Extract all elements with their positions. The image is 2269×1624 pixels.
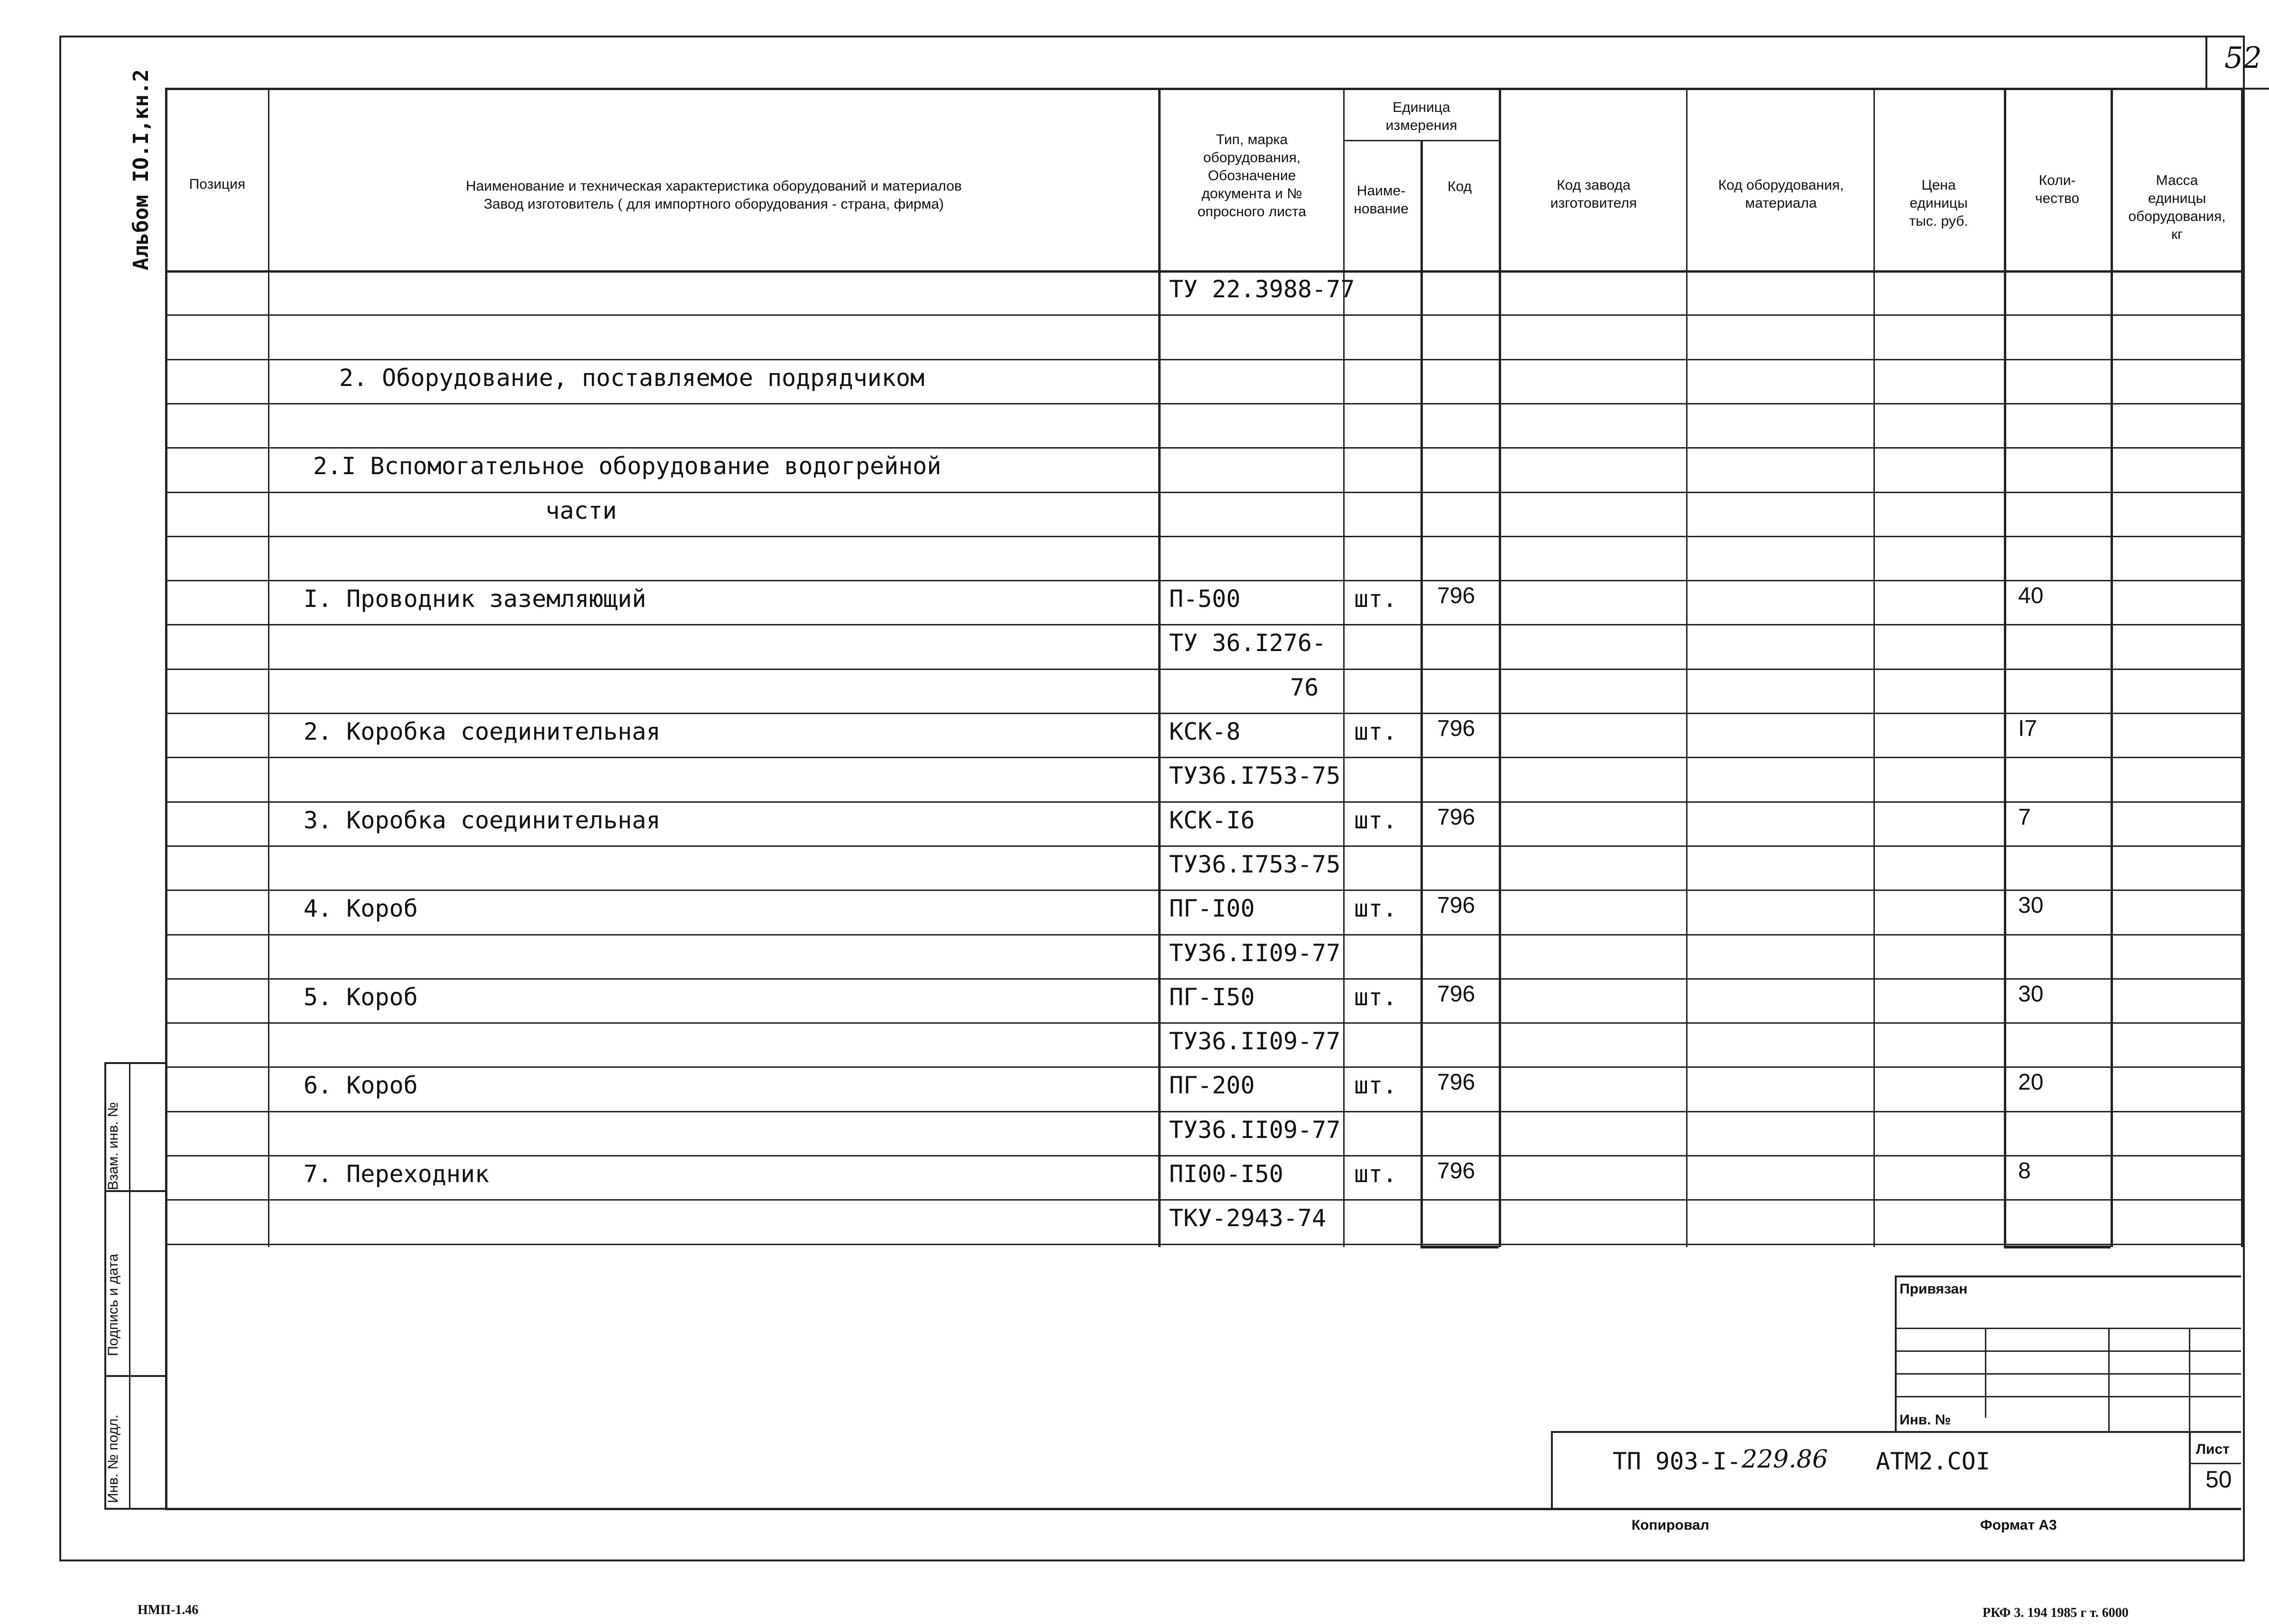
row-unit-name: шт.	[1354, 806, 1397, 834]
row-unit-name: шт.	[1354, 983, 1397, 1011]
column-divider	[1158, 88, 1161, 1247]
column-divider	[1420, 140, 1423, 1247]
row-unit-code: 796	[1437, 1158, 1476, 1184]
column-divider	[165, 88, 167, 1247]
row-divider	[165, 978, 2241, 980]
nmp-label: НМП-1.46	[138, 1603, 199, 1617]
column-divider	[1686, 88, 1688, 1247]
row-name: 7. Переходник	[304, 1160, 489, 1188]
row-type-mark: ТКУ-2943-74	[1169, 1204, 1327, 1232]
list-box-border	[2189, 1431, 2191, 1508]
row-name: части	[545, 496, 617, 524]
row-divider	[165, 492, 2241, 493]
row-quantity: 7	[2018, 804, 2031, 830]
row-type-mark: ТУ36.II09-77	[1169, 939, 1341, 967]
header-name: Наименование и техническая характеристика оборудований и материалов Завод изготовитель ( для импортного оборудования - страна, фирма)	[466, 178, 962, 212]
row-divider	[165, 1199, 2241, 1201]
row-name: I. Проводник заземляющий	[304, 585, 646, 613]
row-divider	[165, 1155, 2241, 1156]
row-quantity: 8	[2018, 1158, 2031, 1184]
qty-column-bottom	[2004, 1246, 2111, 1248]
row-unit-name: шт.	[1354, 895, 1397, 923]
kopiroval-label: Копировал	[1632, 1517, 1709, 1533]
table-top-border	[165, 88, 2241, 90]
code-column-bottom	[1420, 1246, 1499, 1248]
row-divider	[165, 580, 2241, 581]
left-border-lower	[165, 1247, 167, 1508]
row-divider	[165, 1066, 2241, 1068]
row-name: 2. Коробка соединительная	[304, 718, 661, 745]
header-price: Цена единицы тыс. руб.	[1909, 177, 1968, 229]
stamp-divider	[2108, 1328, 2110, 1431]
row-unit-code: 796	[1437, 583, 1476, 609]
row-divider	[165, 359, 2241, 360]
row-unit-code: 796	[1437, 804, 1476, 830]
column-divider	[2241, 88, 2243, 1247]
row-divider	[165, 890, 2241, 891]
privyazan-label: Привязан	[1900, 1281, 1968, 1297]
list-value: 50	[2205, 1466, 2232, 1493]
podpis-data-label: Подпись и дата	[105, 1254, 121, 1356]
column-divider	[1873, 88, 1875, 1247]
doc-code: АТМ2.COI	[1876, 1448, 1990, 1475]
row-quantity: 30	[2018, 981, 2044, 1007]
vzam-inv-label: Взам. инв. №	[105, 1102, 121, 1190]
left-stamp-line	[104, 1190, 165, 1192]
album-label: Альбом IO.I,кн.2	[129, 69, 153, 270]
row-quantity: 20	[2018, 1070, 2044, 1095]
row-type-mark: ТУ36.I753-75	[1169, 762, 1341, 790]
left-stamp-line	[104, 1062, 165, 1064]
row-type-mark: ПI00-I50	[1169, 1160, 1283, 1188]
row-divider	[165, 1022, 2241, 1024]
row-type-mark: ПГ-I00	[1169, 895, 1255, 923]
inv-podl-label: Инв. № подл.	[105, 1414, 121, 1503]
header-equipment-code: Код оборудования, материала	[1718, 177, 1844, 211]
title-block-border	[1551, 1431, 1553, 1508]
row-type-mark: ТУ36.II09-77	[1169, 1116, 1341, 1144]
row-unit-code: 796	[1437, 1070, 1476, 1095]
row-divider	[165, 536, 2241, 537]
row-divider	[165, 669, 2241, 670]
row-name: 2.I Вспомогательное оборудование водогрейной	[313, 452, 941, 480]
column-divider	[1499, 88, 1501, 1247]
row-quantity: I7	[2018, 716, 2038, 741]
row-divider	[165, 447, 2241, 449]
row-unit-name: шт.	[1354, 585, 1397, 613]
inv-no-label: Инв. №	[1900, 1412, 1951, 1428]
header-bottom-border	[165, 270, 2241, 273]
row-divider	[165, 934, 2241, 936]
row-name: 2. Оборудование, поставляемое подрядчиком	[339, 364, 925, 392]
row-type-mark: ТУ 22.3988-77	[1169, 275, 1355, 303]
header-unit-code: Код	[1447, 179, 1472, 194]
header-type-mark: Тип, марка оборудования, Обозначение документа и № опросного листа	[1197, 132, 1307, 220]
stamp-divider	[1985, 1328, 1986, 1418]
header-factory-code: Код завода изготовителя	[1550, 177, 1637, 211]
header-quantity: Коли- чество	[2035, 173, 2080, 206]
row-type-mark: КСК-I6	[1169, 806, 1255, 834]
row-type-mark: ТУ36.I753-75	[1169, 850, 1341, 878]
row-name: 6. Короб	[304, 1072, 418, 1100]
row-type-mark: 76	[1290, 673, 1319, 701]
left-stamp-line	[104, 1375, 165, 1377]
header-position: Позиция	[189, 176, 246, 192]
header-unit: Единица измерения	[1385, 100, 1457, 133]
row-name: 3. Коробка соединительная	[304, 806, 661, 834]
list-box-line	[2189, 1463, 2241, 1464]
row-divider	[165, 1111, 2241, 1112]
left-stamp-line	[104, 1508, 165, 1510]
stamp-divider	[2189, 1328, 2190, 1431]
row-unit-code: 796	[1437, 716, 1476, 741]
row-quantity: 30	[2018, 893, 2044, 918]
row-divider	[165, 757, 2241, 758]
column-divider	[268, 88, 269, 1247]
row-divider	[165, 713, 2241, 714]
row-quantity: 40	[2018, 583, 2044, 609]
row-type-mark: ТУ 36.I276-	[1169, 629, 1327, 657]
row-unit-name: шт.	[1354, 1160, 1397, 1188]
row-type-mark: КСК-8	[1169, 718, 1241, 745]
row-name: 4. Короб	[304, 895, 418, 923]
rkf-label: РКФ 3. 194 1985 г т. 6000	[1983, 1606, 2129, 1620]
header-unit-name: Наиме- нование	[1354, 183, 1409, 217]
row-type-mark: ТУ36.II09-77	[1169, 1028, 1341, 1055]
row-type-mark: ПГ-I50	[1169, 983, 1255, 1011]
stamp-border	[1895, 1275, 1897, 1431]
column-divider	[2004, 88, 2006, 1247]
row-type-mark: ПГ-200	[1169, 1072, 1255, 1100]
left-stamp-divider	[129, 1062, 130, 1508]
sheet-bottom-line	[165, 1508, 2241, 1510]
list-label: Лист	[2196, 1441, 2230, 1457]
row-divider	[165, 1244, 2241, 1245]
doc-number-handwritten: 229.86	[1742, 1445, 1828, 1474]
header-mass: Масса единицы оборудования, кг	[2128, 173, 2226, 242]
row-divider	[165, 801, 2241, 803]
column-divider	[1343, 88, 1345, 1247]
sheet-frame	[59, 36, 2245, 1561]
row-type-mark: П-500	[1169, 585, 1241, 613]
row-divider	[165, 314, 2241, 316]
stamp-line	[1551, 1431, 2241, 1433]
row-divider	[165, 403, 2241, 404]
row-divider	[165, 624, 2241, 625]
column-divider	[2111, 88, 2113, 1247]
row-name: 5. Короб	[304, 983, 418, 1011]
row-unit-name: шт.	[1354, 718, 1397, 745]
row-unit-name: шт.	[1354, 1072, 1397, 1100]
format-label: Формат А3	[1980, 1517, 2057, 1533]
doc-number-prefix: ТП 903-I-	[1613, 1448, 1741, 1475]
row-unit-code: 796	[1437, 893, 1476, 918]
row-divider	[165, 845, 2241, 847]
sheet-number: 52	[2224, 40, 2262, 75]
row-unit-code: 796	[1437, 981, 1476, 1007]
stamp-line	[1895, 1275, 2241, 1277]
